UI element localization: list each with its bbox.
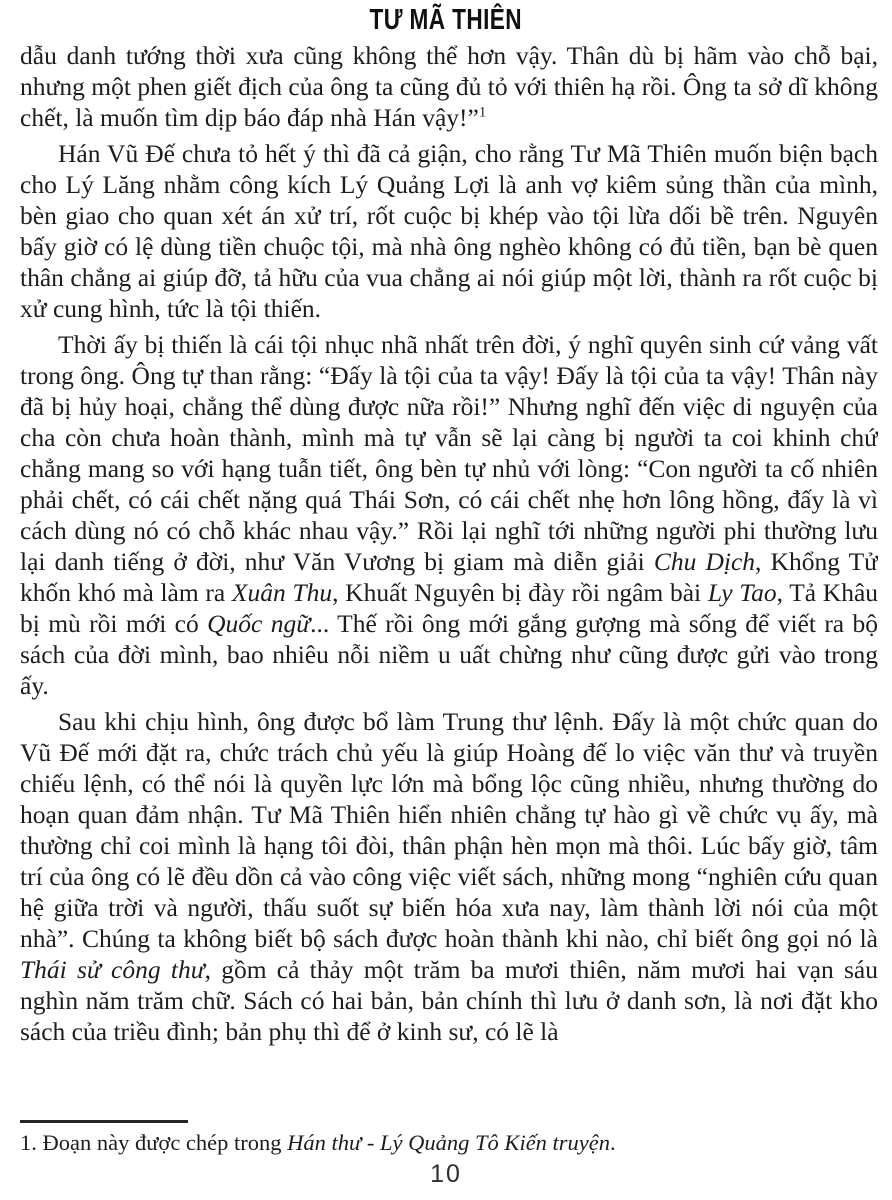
book-title-text: Chu Dịch xyxy=(653,547,756,576)
page-header xyxy=(0,4,892,37)
text-run: , gồm cả thảy một trăm ba mươi thiên, năm mươi hai vạn sáu nghìn năm trăm chữ. Sách có hai bản, bản chính thì lưu ở danh sơn, là nơi đặt kho sách của triều đình; bản phụ thì để ở kinh sư, có lẽ là xyxy=(20,955,878,1046)
book-title-text: Xuân Thu xyxy=(231,578,333,607)
text-run: dẫu danh tướng thời xưa cũng không thể hơn vậy. Thân dù bị hãm vào chỗ bại, nhưng một phen giết địch của ông ta cũng đủ tỏ với thiên hạ rồi. Ông ta sở dĩ không chết, là muốn tìm dịp báo đáp nhà Hán vậy!” xyxy=(20,41,878,132)
paragraph-2 xyxy=(20,138,878,324)
chapter-title: TƯ MÃ THIÊN xyxy=(369,4,523,36)
book-title-text: Hán thư - Lý Quảng Tô Kiến truyện xyxy=(287,1130,611,1155)
text-run: . xyxy=(610,1130,616,1155)
paragraph-4 xyxy=(20,706,878,1047)
text-run: , Khổng Tử khốn khó mà làm ra xyxy=(20,547,878,607)
text-run: Sau khi chịu hình, ông được bổ làm Trung thư lệnh. Đấy là một chức quan do Vũ Đế mới đặt ra, chức trách chủ yếu là giúp Hoàng đế lo việc văn thư và truyền chiếu lệnh, có thể nói là quyền lực lớn mà bổng lộc cũng nhiều, nhưng thường do hoạn quan đảm nhận. Tư Mã Thiên hiển nhiên chẳng tự hào gì về chức vụ ấy, mà thường chỉ coi mình là hạng tôi đòi, thân phận hèn mọn mà thôi. Lúc bấy giờ, tâm trí của ông có lẽ đều dồn cả vào công việc viết sách, những mong “nghiên cứu quan hệ giữa trời và người, thấu suốt sự biến hóa xưa nay, làm thành lời nói của một nhà”. Chúng ta không biết bộ sách được hoàn thành khi nào, chỉ biết ông gọi nó là xyxy=(20,707,878,953)
footnote-reference: 1 xyxy=(478,104,487,121)
text-run: Thời ấy bị thiến là cái tội nhục nhã nhất trên đời, ý nghĩ quyên sinh cứ vảng vất trong ông. Ông tự than rằng: “Đấy là tội của ta vậy! Đấy là tội của ta vậy! Thân này đã bị hủy hoại, chẳng thể dùng được nữa rồi!” Nhưng nghĩ đến việc di nguyện của cha còn chưa hoàn thành, mình mà tự vẫn sẽ lại càng bị người ta coi khinh chứ chẳng mang so với hạng tuẫn tiết, ông bèn tự nhủ với lòng: “Con người ta cố nhiên phải chết, có cái chết nặng quá Thái Sơn, có cái chết nhẹ hơn lông hồng, đấy là vì cách dùng nó có chỗ khác nhau vậy.” Rồi lại nghĩ tới những người phi thường lưu lại danh tiếng ở đời, như Văn Vương bị giam mà diễn giải xyxy=(20,330,878,576)
text-run: , Tả Khâu bị mù rồi mới có xyxy=(20,578,878,638)
book-title-text: Ly Tao xyxy=(707,578,777,607)
text-run: 1. Đoạn này được chép trong xyxy=(20,1130,288,1155)
paragraph-1 xyxy=(20,40,878,133)
body-text xyxy=(20,40,878,1114)
text-run: , Khuất Nguyên bị đày rồi ngâm bài xyxy=(332,578,708,607)
book-title-text: Thái sử công thư xyxy=(20,955,205,984)
paragraph-3 xyxy=(20,329,878,701)
footnote-text xyxy=(20,1129,878,1157)
footnote-divider xyxy=(20,1120,188,1123)
book-title-text: Quốc ngữ xyxy=(207,609,311,638)
page-number: 10 xyxy=(430,1160,462,1188)
text-run: ... Thế rồi ông mới gắng gượng mà sống để viết ra bộ sách của đời mình, bao nhiêu nỗi niềm u uất chừng như cũng được gửi vào trong ấy. xyxy=(20,609,878,700)
text-run: Hán Vũ Đế chưa tỏ hết ý thì đã cả giận, cho rằng Tư Mã Thiên muốn biện bạch cho Lý Lăng nhằm công kích Lý Quảng Lợi là anh vợ kiêm sủng thần của mình, bèn giao cho quan xét án xử trí, rốt cuộc bị khép vào tội lừa dối bề trên. Nguyên bấy giờ có lệ dùng tiền chuộc tội, mà nhà ông nghèo không có đủ tiền, bạn bè quen thân chẳng ai giúp đỡ, tả hữu của vua chẳng ai nói giúp một lời, thành ra rốt cuộc bị xử cung hình, tức là tội thiến. xyxy=(20,139,878,323)
